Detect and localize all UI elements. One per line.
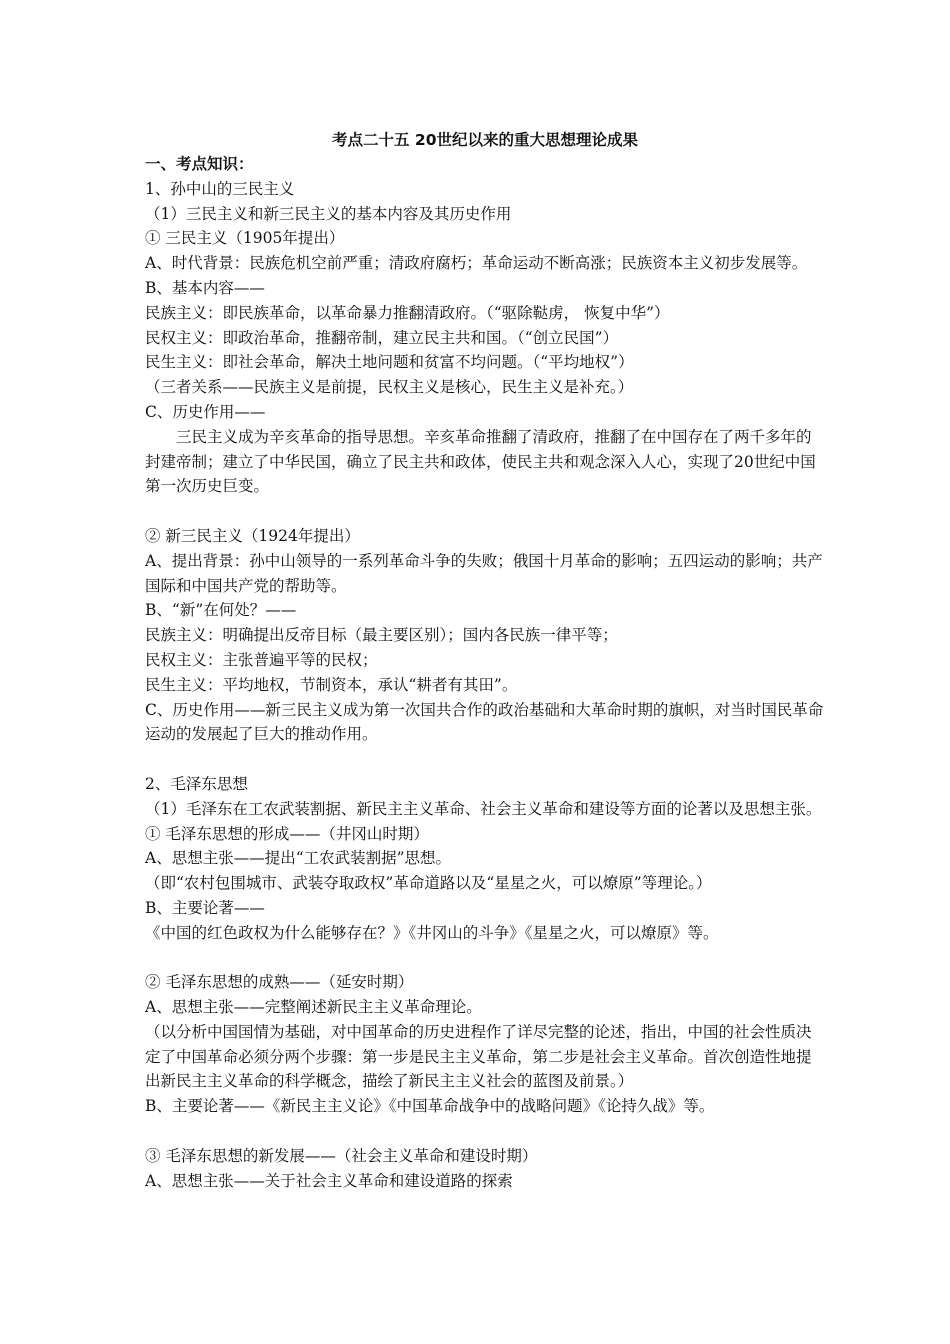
paragraph-idea: A、思想主张——完整阐述新民主主义革命理论。 (145, 998, 482, 1017)
paragraph-works-heading: B、主要论著—— (145, 898, 265, 917)
paragraph-role-heading: C、历史作用—— (145, 402, 266, 421)
document-body (145, 128, 825, 1193)
item-heading-formation: ① 毛泽东思想的形成——（井冈山时期） (145, 824, 429, 843)
subsection-heading: （1）毛泽东在工农武装割据、新民主主义革命、社会主义革命和建设等方面的论著以及思想主张。 (145, 799, 822, 818)
paragraph-relationship: （三者关系——民族主义是前提，民权主义是核心，民生主义是补充。） (145, 378, 634, 397)
paragraph-livelihood: 民生主义：平均地权，节制资本，承认“耕者有其田”。 (145, 675, 518, 694)
blank-line (145, 946, 825, 971)
blank-line (145, 1119, 825, 1144)
paragraph-nationalism: 民族主义：明确提出反帝目标（最主要区别）；国内各民族一律平等； (145, 626, 618, 645)
paragraph-content-heading: B、基本内容—— (145, 278, 265, 297)
paragraph-background: A、时代背景：民族危机空前严重；清政府腐朽；革命运动不断高涨；民族资本主义初步发展等。 (145, 254, 808, 273)
paragraph-idea: A、思想主张——提出“工农武装割据”思想。 (145, 849, 452, 868)
paragraph-nationalism: 民族主义：即民族革命，以革命暴力推翻清政府。（“驱除鞑虏， 恢复中华”） (145, 303, 670, 322)
topic-heading-mao-zedong-thought: 2、毛泽东思想 (145, 774, 248, 793)
paragraph-idea-note: （即“农村包围城市、武装夺取政权”革命道路以及“星星之火，可以燎原”等理论。） (145, 874, 712, 893)
item-heading-new-development: ③ 毛泽东思想的新发展——（社会主义革命和建设时期） (145, 1146, 538, 1165)
paragraph-background: A、提出背景：孙中山领导的一系列革命斗争的失败；俄国十月革命的影响；五四运动的影响；共产国际和中国共产党的帮助等。 (145, 551, 823, 595)
paragraph-role: C、历史作用——新三民主义成为第一次国共合作的政治基础和大革命时期的旗帜，对当时国民革命运动的发展起了巨大的推动作用。 (145, 700, 824, 744)
paragraph-democracy: 民权主义：即政治革命，推翻帝制，建立民主共和国。（“创立民国”） (145, 328, 619, 347)
paragraph-works-list: 《中国的红色政权为什么能够存在？》《井冈山的斗争》《星星之火，可以燎原》等。 (145, 923, 719, 942)
paragraph-idea: A、思想主张——关于社会主义革命和建设道路的探索 (145, 1171, 513, 1190)
paragraph-role-text: 三民主义成为辛亥革命的指导思想。辛亥革命推翻了清政府，推翻了在中国存在了两千多年的封建帝制；建立了中华民国，确立了民主共和政体，使民主共和观念深入人心，实现了20世纪中国第一次历史巨变。 (145, 427, 816, 496)
item-heading-maturity: ② 毛泽东思想的成熟——（延安时期） (145, 973, 414, 992)
subsection-heading: （1）三民主义和新三民主义的基本内容及其历史作用 (145, 204, 512, 223)
blank-line (145, 747, 825, 772)
paragraph-livelihood: 民生主义：即社会革命，解决土地问题和贫富不均问题。（“平均地权”） (145, 353, 634, 372)
item-heading-three-principles: ① 三民主义（1905年提出） (145, 229, 345, 248)
section-heading-knowledge: 一、考点知识： (145, 155, 254, 173)
paragraph-works: B、主要论著——《新民主主义论》《中国革命战争中的战略问题》《论持久战》等。 (145, 1097, 715, 1116)
blank-line (145, 499, 825, 524)
topic-heading-sun-yatsen: 1、孙中山的三民主义 (145, 179, 295, 198)
paragraph-idea-note: （以分析中国国情为基础，对中国革命的历史进程作了详尽完整的论述，指出，中国的社会性质决定了中国革命必须分两个步骤：第一步是民主主义革命，第二步是社会主义革命。首次创造性地提出新民主主义革命的科学概念，描绘了新民主主义社会的蓝图及前景。） (145, 1022, 812, 1091)
item-heading-new-three-principles: ② 新三民主义（1924年提出） (145, 526, 360, 545)
paragraph-democracy: 民权主义：主张普遍平等的民权； (145, 650, 378, 669)
paragraph-new-heading: B、“新”在何处？—— (145, 601, 297, 620)
document-title: 考点二十五 20世纪以来的重大思想理论成果 (332, 131, 638, 149)
